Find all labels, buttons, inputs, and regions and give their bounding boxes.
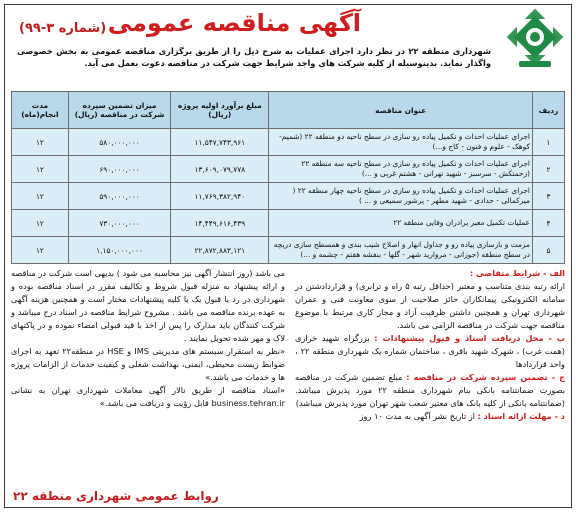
tender-table <box>11 91 565 264</box>
condition-c-text: مبلغ تضمین شرکت در مناقصه بصورت ضمانتنامه بانکی بنام شهرداری منطقه ۲۲ مورد پذیرش میباشد. (ضمانتنامه بانکی از کلیه بانک های معتبر شعب شهر تهران مورد پذیرش میباشد) <box>295 372 565 408</box>
cell-duration: ۱۲ <box>12 210 69 237</box>
header-estimate: مبلغ برآورد اولیه پروژه (ریال) <box>171 92 269 129</box>
left-text-1: می باشد (روز انتشار آگهی نیز محاسبه می شود ) بدیهی است شرکت در مناقصه و ارائه پیشنهاد به منزله قبول شروط و تکالیف مقرر در اسناد مناقصه بوده و شهرداری در رد یا قبول یک یا کلیه پیشنهادات مختار است و همچنین هزینه آگهی به عهده برنده مناقصه می باشد . مشروح شرایط مناقصه در اسناد درج میباشد و شرکت کنندگان باید مدارک را پس از اخذ با قید قبولی امضاء نموده و در پاکتهای لاک و مهر شده تحویل نمایند . <box>11 268 285 343</box>
cell-duration: ۱۲ <box>12 129 69 156</box>
cell-deposit: ۵۹۰,۰۰۰,۰۰۰ <box>68 183 170 210</box>
cell-radif: ۵ <box>532 237 564 264</box>
condition-b-title: ب - محل دریافت اسناد و قبول پیشنهادات : <box>374 333 565 343</box>
cell-estimate: ۲۲,۸۷۲,۸۸۳,۱۲۱ <box>171 237 269 264</box>
cell-deposit: ۷۳۰,۰۰۰,۰۰۰ <box>68 210 170 237</box>
table-header-row <box>12 92 565 129</box>
cell-radif: ۳ <box>532 183 564 210</box>
cell-desc: اجرای عملیات احداث و تکمیل پیاده رو سازی در سطح ناحیه چهار منطقه ۲۲ ( میرکمالی - حدادی - شهید مطهر - پرشور سمیعی و ... ) <box>269 183 533 210</box>
conditions-section <box>11 267 565 503</box>
intro-text: شهرداری منطقه ۲۲ در نظر دارد اجرای عملیات به شرح ذیل را از طریق برگزاری مناقصه عمومی به بخش خصوصی واگذار نماید. بدینوسیله از کلیه شرکت های واجد شرایط جهت شرکت در مناقصه دعوت بعمل می آید. <box>17 46 491 68</box>
municipality-logo-icon <box>505 9 565 71</box>
cell-estimate: ۱۱,۷۶۹,۳۸۲,۹۴۰ <box>171 183 269 210</box>
tender-notice <box>4 4 572 508</box>
cell-radif: ۱ <box>532 129 564 156</box>
table-row <box>12 183 565 210</box>
header-radif: ردیف <box>532 92 564 129</box>
condition-b-text: بزرگراه شهید خرازی (همت غرب) ، شهرک شهید باقری ، ساختمان شماره یک شهرداری منطقه ۲۲ ، واحد قراردادها <box>295 333 566 369</box>
left-text-3: «اسناد مناقصه از طریق تالار آگهی معاملات شهرداری تهران به نشانی business.tehran.ir قابل رؤیت و دریافت می باشد.» <box>11 385 285 408</box>
footer-signature: روابط عمومی شهرداری منطقه ۲۲ <box>13 489 219 503</box>
condition-d-title: د - مهلت ارائه اسناد : <box>477 411 565 421</box>
cell-duration: ۱۲ <box>12 183 69 210</box>
left-text-2: «نظر به استقرار سیستم های مدیریتی IMS و HSE در منطقه۲۲ تعهد به اجرای ضوابط زیست محیطی، ایمنی، بهداشت شغلی و کیفیت خدمات از الزامات پروژه ها و خدمات می باشد.» <box>11 346 285 382</box>
cell-deposit: ۵۸۰,۰۰۰,۰۰۰ <box>68 129 170 156</box>
header-duration: مدت انجام(ماه) <box>12 92 69 129</box>
table-row <box>12 237 565 264</box>
cell-radif: ۴ <box>532 210 564 237</box>
notice-title: آگهی مناقصه عمومی <box>107 9 361 37</box>
conditions-right-column <box>295 267 565 423</box>
table-row <box>12 129 565 156</box>
condition-c-title: ج - تضمین سپرده شرکت در مناقصه : <box>406 372 565 382</box>
condition-a-text: ارائه رتبه بندی متناسب و معتبر (حداقل رتبه ۵ راه و ترابری) و قراردادشتن در سامانه الکترونیکی پیمانکاران حائز صلاحیت از سوی معاونت فنی و عمران شهرداری تهران و همچنین داشتن ظرفیت آزاد و مجاز کاری مرتبط با موضوع مناقصه جهت شرکت در مناقصه الزامی می باشد. <box>295 281 566 330</box>
header-desc: عنوان مناقصه <box>269 92 533 129</box>
cell-estimate: ۱۳,۶۰۹,۰۷۹,۷۷۸ <box>171 156 269 183</box>
cell-estimate: ۱۴,۴۴۹,۶۱۶,۴۳۹ <box>171 210 269 237</box>
conditions-left-column <box>11 267 285 410</box>
cell-desc: اجرای عملیات احداث و تکمیل پیاده رو سازی در سطح ناحیه سه منطقه ۲۲ (زحمتکش - سرسبز - شهید تهرانی - هشتم غربی و ...) <box>269 156 533 183</box>
cell-radif: ۲ <box>532 156 564 183</box>
notice-number: (شماره ۳-۹۹) <box>19 21 107 36</box>
header-deposit: میزان تضمین سپرده شرکت در مناقصه (ریال) <box>68 92 170 129</box>
cell-deposit: ۶۹۰,۰۰۰,۰۰۰ <box>68 156 170 183</box>
cell-desc: عملیات تکمیل معبر برادران وفایی منطقه ۲۲ <box>269 210 533 237</box>
condition-a-title: الف - شرایط متقاضی : <box>469 268 565 278</box>
table-row <box>12 156 565 183</box>
cell-desc: مرمت و بازسازی پیاده رو و جداول انهار و اصلاح شیب بندی و همسطح سازی دریچه در سطح منطقه (جوزانی - مروارید شهر - گلها - بنفشه هفتم - چشمه و ...) <box>269 237 533 264</box>
condition-d-text: از تاریخ نشر آگهی به مدت ۱۰ روز <box>359 411 475 421</box>
header <box>5 5 571 75</box>
cell-deposit: ۱,۱۵۰,۰۰۰,۰۰۰ <box>68 237 170 264</box>
cell-estimate: ۱۱,۵۴۷,۷۴۳,۹۶۱ <box>171 129 269 156</box>
table-row <box>12 210 565 237</box>
cell-duration: ۱۲ <box>12 237 69 264</box>
cell-desc: اجرای عملیات احداث و تکمیل پیاده رو سازی در سطح ناحیه دو منطقه ۲۲ (شمیم-کوهک - علوم و فنون - کاج و...) <box>269 129 533 156</box>
cell-duration: ۱۲ <box>12 156 69 183</box>
